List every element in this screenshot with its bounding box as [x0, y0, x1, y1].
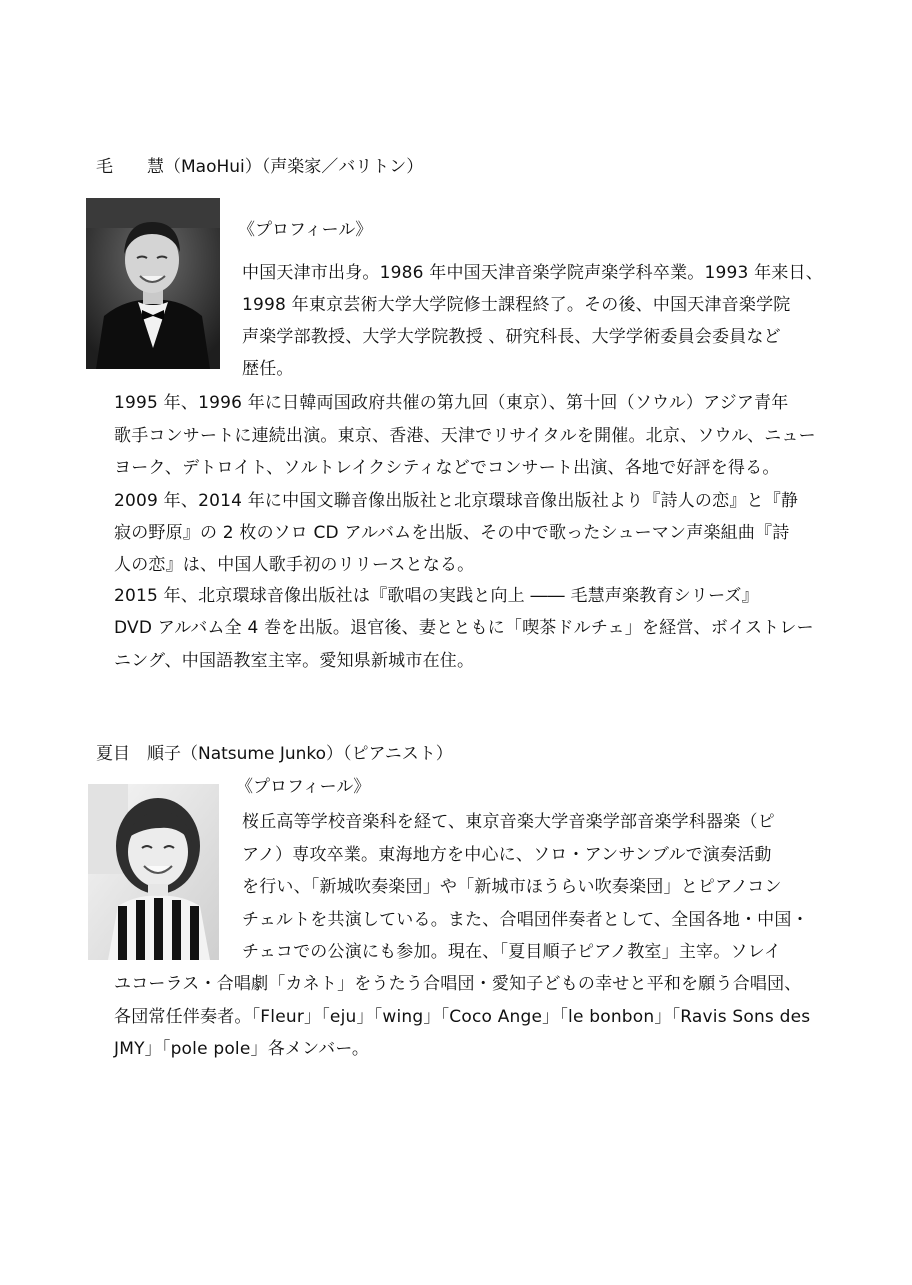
section1-line-4: 歴任。 [242, 359, 294, 379]
section2-profile-label: 《プロフィール》 [236, 777, 371, 797]
section1-line-13: ニング、中国語教室主宰。愛知県新城市在住。 [114, 651, 475, 671]
section1-line-3: 声楽学部教授、大学大学院教授 、研究科長、大学学術委員会委員など [242, 327, 781, 347]
natsume-junko-photo [88, 784, 219, 960]
mao-hui-photo [86, 198, 220, 369]
section1-line-1: 中国天津市出身。1986 年中国天津音楽学院声楽学科卒業。1993 年来日、 [242, 263, 823, 283]
section2-line-3: を行い、「新城吹奏楽団」や「新城市ほうらい吹奏楽団」とピアノコン [242, 877, 782, 897]
section1-line-12: DVD アルバム全 4 巻を出版。退官後、妻とともに「喫茶ドルチェ」を経営、ボイストレー [114, 618, 814, 638]
section2-heading: 夏目 順子（Natsume Junko）（ピアニスト） [96, 744, 453, 764]
section1-line-9: 寂の野原』の 2 枚のソロ CD アルバムを出版、その中で歌ったシューマン声楽組曲『詩 [114, 523, 790, 543]
section1-heading: 毛 慧（MaoHui）（声楽家／バリトン） [96, 157, 424, 177]
section2-line-1: 桜丘高等学校音楽科を経て、東京音楽大学音楽学部音楽学科器楽（ピ [242, 812, 775, 832]
section1-line-10: 人の恋』は、中国人歌手初のリリースとなる。 [114, 555, 475, 575]
section2-line-8: JMY」「pole pole」各メンバー。 [114, 1039, 370, 1059]
section1-line-6: 歌手コンサートに連続出演。東京、香港、天津でリサイタルを開催。北京、ソウル、ニュー [114, 426, 816, 446]
section2-line-2: アノ）専攻卒業。東海地方を中心に、ソロ・アンサンブルで演奏活動 [242, 845, 772, 865]
section1-line-5: 1995 年、1996 年に日韓両国政府共催の第九回（東京）、第十回（ソウル）アジア青年 [114, 393, 789, 413]
section2-line-5: チェコでの公演にも参加。現在、「夏目順子ピアノ教室」主宰。ソレイ [242, 942, 782, 962]
section2-line-7: 各団常任伴奏者。「Fleur」「eju」「wing」「Coco Ange」「le bonbon」「Ravis Sons des [114, 1007, 811, 1027]
section1-profile-label: 《プロフィール》 [238, 220, 373, 240]
section1-line-2: 1998 年東京芸術大学大学院修士課程終了。その後、中国天津音楽学院 [242, 295, 791, 315]
section2-line-4: チェルトを共演している。また、合唱団伴奏者として、全国各地・中国・ [242, 910, 809, 930]
section1-line-11: 2015 年、北京環球音像出版社は『歌唱の実践と向上 ―― 毛慧声楽教育シリーズ』 [114, 586, 759, 606]
section1-line-7: ヨーク、デトロイト、ソルトレイクシティなどでコンサート出演、各地で好評を得る。 [114, 458, 780, 478]
section2-line-6: ユコーラス・合唱劇「カネト」をうたう合唱団・愛知子どもの幸せと平和を願う合唱団、 [114, 974, 802, 994]
section1-line-8: 2009 年、2014 年に中国文聯音像出版社と北京環球音像出版社より『詩人の恋』と『静 [114, 491, 799, 511]
